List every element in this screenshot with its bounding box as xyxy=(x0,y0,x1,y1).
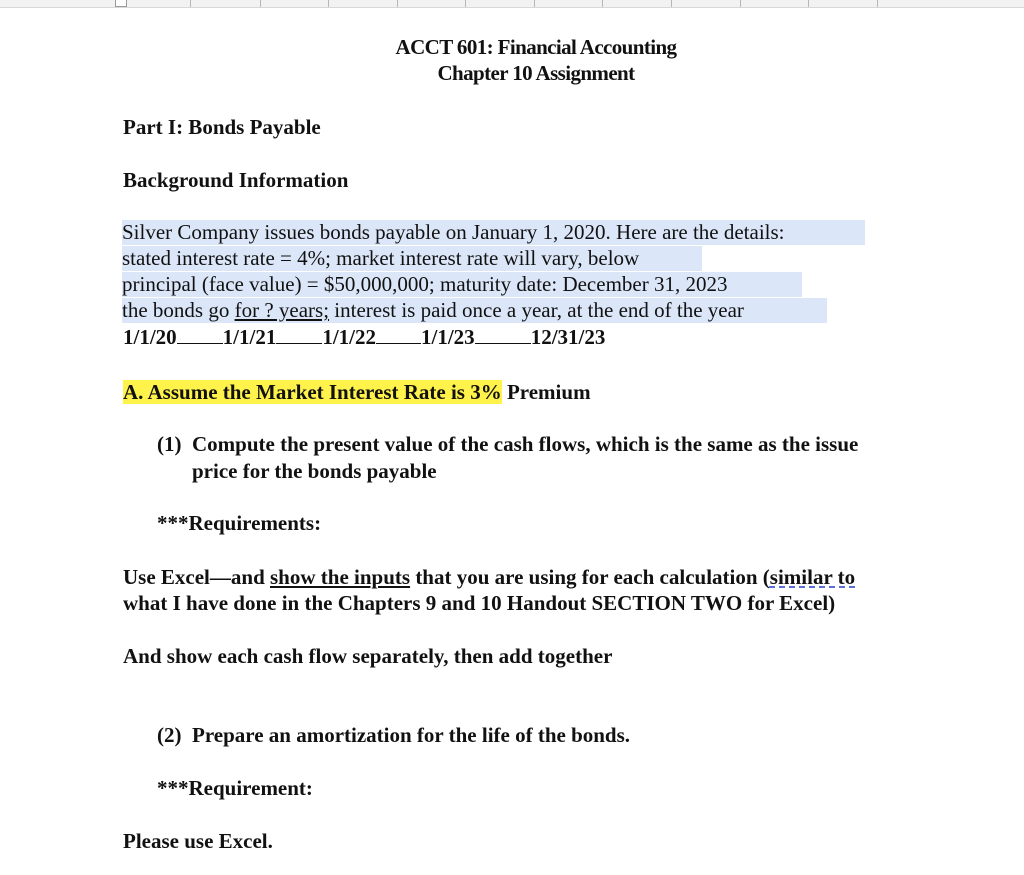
timeline-blank xyxy=(276,342,322,344)
ruler-tick xyxy=(260,0,261,7)
background-line-3: principal (face value) = $50,000,000; maturity date: December 31, 2023 xyxy=(122,272,802,297)
ruler-tick xyxy=(602,0,603,7)
course-title: ACCT 601: Financial Accounting xyxy=(395,35,677,59)
timeline-blank xyxy=(177,342,223,344)
excel-line-1 xyxy=(123,565,855,590)
premium-label: Premium xyxy=(501,380,591,404)
background-heading: Background Information xyxy=(123,168,349,192)
requirement-heading: ***Requirement: xyxy=(157,776,313,800)
ruler-tick xyxy=(671,0,672,7)
show-inputs-text: show the inputs xyxy=(270,565,411,589)
excel-line-2: what I have done in the Chapters 9 and 10 Handout SECTION TWO for Excel) xyxy=(123,591,836,615)
part-heading: Part I: Bonds Payable xyxy=(123,115,321,139)
please-use-excel: Please use Excel. xyxy=(123,829,273,853)
indent-marker[interactable] xyxy=(115,0,127,7)
assignment-title: Chapter 10 Assignment xyxy=(437,61,635,85)
excel-text: that you are using for each calculation ( xyxy=(410,565,770,589)
background-line-4 xyxy=(122,298,827,323)
background-line-2: stated interest rate = 4%; market interest rate will vary, below xyxy=(122,246,702,271)
background-line-1: Silver Company issues bonds payable on January 1, 2020. Here are the details: xyxy=(122,220,865,245)
ruler-tick xyxy=(465,0,466,7)
timeline-date: 12/31/23 xyxy=(530,325,606,349)
timeline-date: 1/1/22 xyxy=(322,325,377,349)
question-2-text: Prepare an amortization for the life of the bonds. xyxy=(192,723,631,747)
requirements-heading: ***Requirements: xyxy=(157,511,322,535)
ruler-tick xyxy=(397,0,398,7)
line4-end: interest is paid once a year, at the end of the year xyxy=(329,298,744,322)
section-a-heading xyxy=(123,380,591,405)
question-1-line-2: price for the bonds payable xyxy=(192,459,437,483)
timeline xyxy=(123,325,605,350)
timeline-date: 1/1/20 xyxy=(123,325,177,349)
question-1-line-1: Compute the present value of the cash flows, which is the same as the issue xyxy=(192,432,859,456)
years-question: for ? years; xyxy=(234,298,330,322)
timeline-date: 1/1/21 xyxy=(222,325,277,349)
ruler-tick xyxy=(877,0,878,7)
ruler-tick xyxy=(808,0,809,7)
market-rate-highlight: A. Assume the Market Interest Rate is 3% xyxy=(123,380,502,404)
timeline-blank xyxy=(376,342,421,344)
similar-to-text: similar to xyxy=(769,565,856,589)
ruler-tick xyxy=(534,0,535,7)
question-2-number: (2) xyxy=(157,723,182,747)
ruler-tick xyxy=(740,0,741,7)
ruler-tick xyxy=(190,0,191,7)
document-ruler[interactable] xyxy=(0,0,1024,8)
line4-start: the bonds go xyxy=(122,298,235,322)
excel-text: Use Excel—and xyxy=(123,565,270,589)
timeline-date: 1/1/23 xyxy=(421,325,475,349)
cash-flow-instruction: And show each cash flow separately, then add together xyxy=(123,644,613,668)
timeline-blank xyxy=(475,342,531,344)
ruler-tick xyxy=(328,0,329,7)
question-1-number: (1) xyxy=(157,432,182,456)
